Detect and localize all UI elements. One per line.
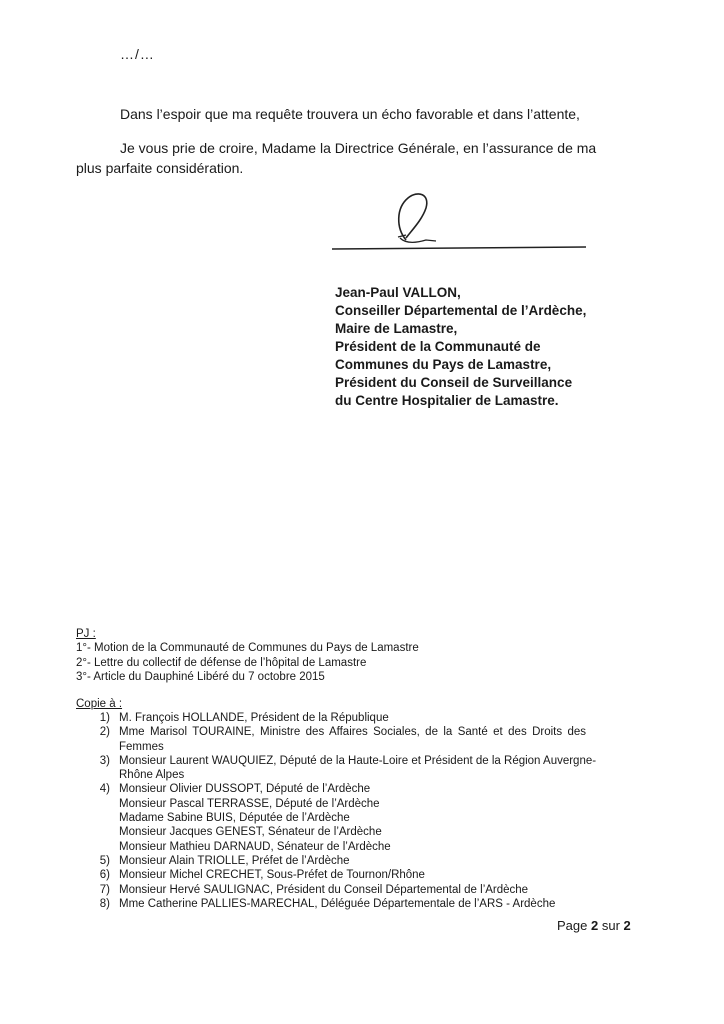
copies-list bbox=[76, 711, 636, 911]
copy-item-line: Femmes bbox=[119, 740, 164, 753]
continuation-mark: …/… bbox=[120, 46, 155, 62]
attachments-section bbox=[76, 627, 419, 684]
signatory-title-line: Conseiller Départemental de l’Ardèche, bbox=[335, 303, 587, 318]
copy-item-line: Madame Sabine BUIS, Députée de l’Ardèche bbox=[119, 812, 350, 825]
copy-item-number: 6) bbox=[99, 869, 110, 882]
page-total: 2 bbox=[623, 918, 631, 933]
copies-heading: Copie à : bbox=[76, 698, 123, 710]
attachment-item: 2°- Lettre du collectif de défense de l’hôpital de Lamastre bbox=[76, 656, 367, 669]
attachment-item: 3°- Article du Dauphiné Libéré du 7 octobre 2015 bbox=[76, 670, 325, 683]
signatory-block bbox=[335, 284, 586, 410]
copy-item-number: 2) bbox=[99, 726, 110, 739]
copy-item-line: Monsieur Olivier DUSSOPT, Député de l’Ardèche bbox=[119, 783, 371, 796]
attachments-heading: PJ : bbox=[76, 628, 96, 640]
page-label: Page bbox=[557, 918, 588, 933]
copy-item-line: Mme Marisol TOURAINE, Ministre des Affaires Sociales, de la Santé et des Droits des bbox=[119, 726, 587, 739]
copy-item-number: 4) bbox=[99, 783, 110, 796]
closing-paragraph-2-line-2: plus parfaite considération. bbox=[76, 160, 244, 176]
copy-item bbox=[76, 754, 636, 783]
copy-item-number: 8) bbox=[99, 897, 110, 910]
page-separator: sur bbox=[601, 918, 620, 933]
signatory-name: Jean-Paul VALLON, bbox=[335, 285, 461, 300]
signatory-title-line: du Centre Hospitalier de Lamastre. bbox=[335, 393, 559, 408]
copy-item-line: Monsieur Hervé SAULIGNAC, Président du Conseil Départemental de l’Ardèche bbox=[119, 883, 529, 896]
copy-item-number: 7) bbox=[99, 883, 110, 896]
signatory-title-line: Communes du Pays de Lamastre, bbox=[335, 357, 552, 372]
copy-item-line: Monsieur Mathieu DARNAUD, Sénateur de l’Ardèche bbox=[119, 840, 391, 853]
copy-item-line: Mme Catherine PALLIES-MARECHAL, Déléguée Départementale de l’ARS - Ardèche bbox=[119, 897, 556, 910]
page-current: 2 bbox=[591, 918, 599, 933]
copy-item-line: Monsieur Michel CRECHET, Sous-Préfet de Tournon/Rhône bbox=[119, 869, 425, 882]
copy-item bbox=[76, 897, 636, 911]
handwritten-signature bbox=[330, 188, 592, 254]
copy-item-number: 5) bbox=[99, 854, 110, 867]
signatory-title-line: Président du Conseil de Surveillance bbox=[335, 375, 573, 390]
copy-item bbox=[76, 868, 636, 882]
copy-item-line: Monsieur Jacques GENEST, Sénateur de l’Ardèche bbox=[119, 826, 382, 839]
signatory-title-line: Président de la Communauté de bbox=[335, 339, 541, 354]
copy-item-number: 3) bbox=[99, 754, 110, 767]
closing-paragraph-2-line-1: Je vous prie de croire, Madame la Directrice Générale, en l’assurance de ma bbox=[120, 140, 597, 156]
copy-item bbox=[76, 883, 636, 897]
copy-item-line: Monsieur Pascal TERRASSE, Député de l’Ardèche bbox=[119, 797, 380, 810]
copy-item-line: Rhône Alpes bbox=[119, 769, 185, 782]
attachment-item: 1°- Motion de la Communauté de Communes du Pays de Lamastre bbox=[76, 642, 419, 655]
copy-item bbox=[76, 854, 636, 868]
closing-paragraph-1: Dans l’espoir que ma requête trouvera un écho favorable et dans l’attente, bbox=[120, 106, 580, 122]
copy-item-line: Monsieur Laurent WAUQUIEZ, Député de la Haute-Loire et Président de la Région Auvergne- bbox=[119, 754, 597, 767]
copy-item bbox=[76, 782, 636, 853]
copy-item-line: Monsieur Alain TRIOLLE, Préfet de l’Ardèche bbox=[119, 854, 350, 867]
copy-item-number: 1) bbox=[99, 712, 110, 724]
page-number bbox=[557, 918, 631, 933]
copy-item-line: M. François HOLLANDE, Président de la République bbox=[119, 712, 389, 724]
copy-item bbox=[76, 725, 636, 754]
signatory-title-line: Maire de Lamastre, bbox=[335, 321, 458, 336]
copy-item bbox=[76, 711, 636, 725]
